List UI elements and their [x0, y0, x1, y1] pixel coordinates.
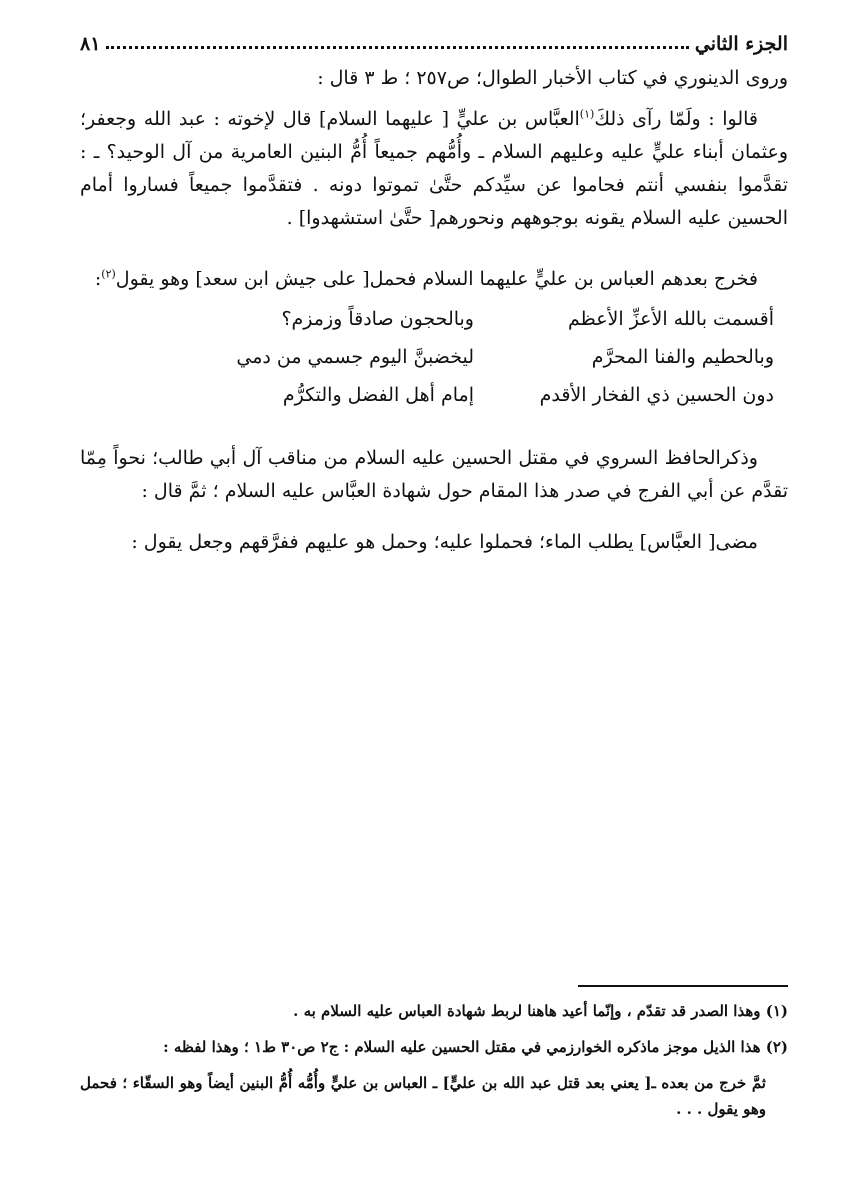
poem [80, 300, 788, 414]
part-title: الجزء الثاني [694, 33, 788, 55]
quote-paragraph [80, 103, 788, 235]
sarawi-text: وذكرالحافظ السروي في مقتل الحسين عليه السلام من مناقب آل أبي طالب؛ نحواً مِمّا تقدَّم عن أبي الفرج في صدر هذا المقام حول شهادة العبَّاس عليه السلام ؛ ثمَّ قال : [80, 447, 788, 502]
verse-first-hemistich: وبالحطيم والفنا المحرَّم [591, 346, 774, 368]
closing-paragraph [80, 526, 788, 559]
verse-first-hemistich: أقسمت بالله الأعزِّ الأعظم [567, 308, 774, 330]
verse-second-hemistich: إمام أهل الفضل والتكرُّم [282, 384, 474, 406]
footnote-2-text: (٢) هذا الذيل موجز ماذكره الخوارزمي في مقتل الحسين عليه السلام : ج٢ ص٣٠ ط١ ؛ وهذا لفظه : [163, 1038, 788, 1056]
poem-verse [80, 338, 774, 376]
closing-text: مضى[ العبَّاس] يطلب الماء؛ فحملوا عليه؛ وحمل هو عليهم ففرَّقهم وجعل يقول : [131, 531, 758, 553]
exit-paragraph [80, 263, 788, 296]
page-number: ٨١ [80, 33, 101, 55]
intro-paragraph [80, 62, 788, 95]
footnote-2 [80, 1034, 788, 1060]
dotted-leader [106, 46, 688, 49]
poem-verse [80, 376, 774, 414]
quote-text-start: قالوا : ولَمّا رآى ذلكَ [594, 108, 758, 130]
footnote-1-text: (١) وهذا الصدر قد تقدّم ، وإنّما أعيد هاهنا لربط شهادة العباس عليه السلام به . [293, 1002, 788, 1020]
running-header [80, 18, 788, 54]
poem-verse [80, 300, 774, 338]
exit-text-start: فخرج بعدهم العباس بن عليٍّ عليهما السلام فحمل[ على جيش ابن سعد] وهو يقول [115, 268, 758, 290]
exit-text-end: : [94, 268, 102, 290]
verse-second-hemistich: ليخضبنَّ اليوم جسمي من دمي [236, 346, 474, 368]
book-page [80, 18, 788, 1188]
quote-text-rest: العبَّاس بن عليٍّ [ عليهما السلام] قال لإخوته : عبد الله وجعفر؛ وعثمان أبناء عليٍّ عليه وعليهم السلام ـ وأُمُّهم جميعاً أُمُّ البنين العامرية من آل الوحيد؟ ـ : تقدَّموا بنفسي أنتم فحاموا عن سيِّدكم حتَّىٰ تموتوا دونه . فتقدَّموا جميعاً فساروا أمام الحسين عليه السلام يقونه بوجوههم ونحورهم[ حتَّىٰ استشهدوا] . [80, 108, 788, 229]
verse-first-hemistich: دون الحسين ذي الفخار الأقدم [539, 384, 774, 406]
footnote-ref-1[interactable]: (١) [579, 107, 595, 121]
footnote-2-quote [80, 1070, 788, 1122]
sarawi-paragraph [80, 442, 788, 508]
intro-text: وروى الدينوري في كتاب الأخبار الطوال؛ ص٢٥٧ ؛ ط ٣ قال : [317, 67, 788, 89]
footnotes [80, 998, 788, 1122]
verse-second-hemistich: وبالحجون صادقاً وزمزم؟ [281, 308, 474, 330]
footnote-2-quote-text: ثمَّ خرج من بعده ـ[ يعني بعد قتل عبد الله بن عليٍّ] ـ العباس بن عليٍّ وأُمُّه أُمُّ البنين أيضاً وهو السقّاء ؛ فحمل وهو يقول . . . [80, 1074, 766, 1118]
footnote-separator [578, 985, 788, 987]
footnote-ref-2[interactable]: (٢) [101, 267, 116, 281]
footnote-1 [80, 998, 788, 1024]
